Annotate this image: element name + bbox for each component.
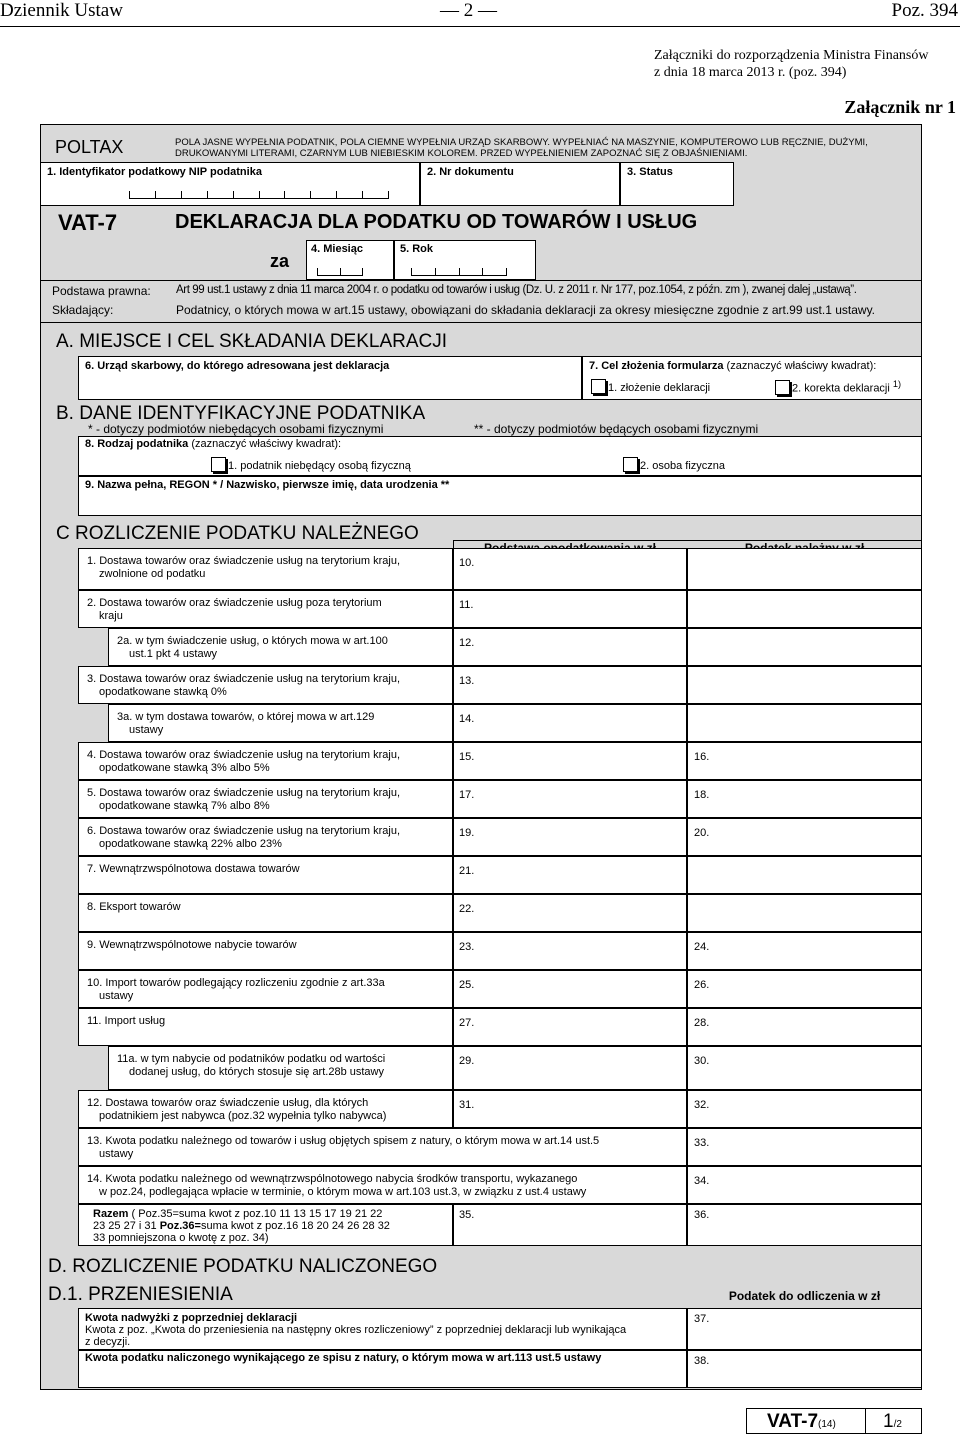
row-description-line-2-text: ust.1 pkt 4 ustawy — [129, 648, 218, 660]
field-number: 24. — [694, 941, 710, 953]
field-number: 17. — [459, 789, 475, 801]
footnote-marker: 1) — [892, 379, 902, 389]
sum-tax-field[interactable] — [687, 1204, 922, 1246]
surplus-description — [78, 1308, 687, 1350]
row-description-line-2 — [99, 568, 205, 581]
tax-base-field[interactable] — [453, 590, 687, 628]
row-description-line-2-text: opodatkowane stawką 7% albo 8% — [99, 800, 270, 812]
surplus-line-1: Kwota z poz. „Kwota do przeniesienia na następny okres rozliczeniowy” z poprzedniej deklaracji lub wynikająca — [85, 1324, 627, 1336]
field-number: 25. — [459, 979, 475, 991]
row-description-line-1: 14. Kwota podatku należnego od wewnątrzwspólnotowego nabycia środków transportu, wykazanego — [87, 1173, 578, 1185]
row-description — [78, 548, 453, 590]
legal-basis-label: Podstawa prawna: — [52, 284, 151, 298]
tax-due-field[interactable] — [687, 1008, 922, 1046]
year-field[interactable] — [394, 240, 536, 280]
row-description-line-1: 3a. w tym dostawa towarów, o której mowa w art.129 — [117, 711, 375, 723]
note-natural-persons: ** - dotyczy podmiotów będących osobami fizycznymi — [474, 422, 759, 436]
tax-due-field[interactable] — [687, 1128, 922, 1166]
field-number: 31. — [459, 1099, 475, 1111]
tax-due-field — [687, 628, 922, 666]
row-description-note: (poz.32 wypełnia tylko nabywca) — [224, 1110, 387, 1122]
row-description — [78, 742, 453, 780]
year-label: 5. Rok — [400, 243, 434, 255]
tax-base-field[interactable] — [453, 666, 687, 704]
row-description-line-2 — [99, 800, 270, 813]
field-number: 14. — [459, 713, 475, 725]
row-description-line-1: 3. Dostawa towarów oraz świadczenie usług na terytorium kraju, — [87, 673, 401, 685]
field-number: 30. — [694, 1055, 710, 1067]
row-description-line-1: 2a. w tym świadczenie usług, o których mowa w art.100 — [117, 635, 388, 647]
sum-poz36: Poz.36= — [159, 1220, 201, 1232]
row-description — [78, 856, 453, 894]
checkbox-icon[interactable] — [211, 457, 226, 472]
tax-due-field[interactable] — [687, 1090, 922, 1128]
tax-base-field[interactable] — [453, 704, 687, 742]
purpose-label — [589, 360, 876, 372]
footer-code: VAT-7 — [767, 1411, 819, 1432]
row-description-line-2-text: w poz.24, podlegająca wpłacie w terminie, o którym mowa w art.103 ust.3, w związku z ust.4 ustawy — [99, 1186, 587, 1198]
month-comb — [317, 268, 363, 276]
row-description-line-1: 7. Wewnątrzwspólnotowa dostawa towarów — [87, 863, 300, 875]
footer-version: (14) — [818, 1419, 836, 1430]
tax-due-field[interactable] — [687, 1166, 922, 1204]
row-description — [108, 1046, 453, 1090]
sum-label: Razem — [93, 1208, 129, 1220]
row-description-line-2-text: ustawy — [99, 1148, 134, 1160]
row-description-line-1: 2. Dostawa towarów oraz świadczenie usług poza terytorium — [87, 597, 382, 609]
footer-page-number: 1 — [883, 1411, 894, 1432]
attachment-line-2: z dnia 18 marca 2013 r. (poz. 394) — [654, 65, 847, 80]
month-label: 4. Miesiąc — [311, 243, 363, 255]
section-d-title: D. ROZLICZENIE PODATKU NALICZONEGO — [48, 1256, 438, 1277]
inventory-tax-description — [78, 1350, 687, 1388]
section-b-title: B. DANE IDENTYFIKACYJNE PODATNIKA — [56, 403, 426, 424]
row-description — [78, 970, 453, 1008]
field-number: 20. — [694, 827, 710, 839]
nip-field[interactable] — [40, 162, 420, 206]
field-number: 22. — [459, 903, 475, 915]
tax-due-field — [687, 666, 922, 704]
option-natural-person[interactable] — [623, 457, 725, 472]
row-description — [108, 628, 453, 666]
tax-due-field[interactable] — [687, 970, 922, 1008]
column-deductible-tax: Podatek do odliczenia w zł — [728, 1289, 881, 1303]
sum-poz36-formula: suma kwot z poz.16 18 20 24 26 28 32 — [200, 1220, 390, 1232]
tax-office-label: 6. Urząd skarbowy, do którego adresowana jest deklaracja — [85, 360, 390, 372]
row-description-line-1: 9. Wewnątrzwspólnotowe nabycie towarów — [87, 939, 297, 951]
option-submission-label: 1. złożenie deklaracji — [608, 382, 711, 394]
option-correction[interactable] — [775, 379, 901, 395]
status-label: 3. Status — [627, 166, 673, 178]
row-description — [78, 1008, 453, 1046]
row-description-line-2 — [99, 762, 270, 775]
poltax-label: POLTAX — [55, 137, 124, 157]
footer-form-code — [767, 1411, 836, 1433]
field-number: 15. — [459, 751, 475, 763]
row-description-line-2 — [99, 1110, 386, 1123]
purpose-hint: (zaznaczyć właściwy kwadrat): — [726, 360, 877, 372]
status-field — [620, 162, 734, 206]
row-description — [78, 590, 453, 628]
row-description-line-2-text: zwolnione od podatku — [99, 568, 206, 580]
row-description-line-2 — [99, 610, 123, 623]
tax-base-field[interactable] — [453, 1046, 687, 1090]
journal-title: Dziennik Ustaw — [0, 0, 123, 21]
row-description-line-2-text: ustawy — [129, 724, 164, 736]
tax-base-field[interactable] — [453, 856, 687, 894]
tax-office-field[interactable] — [78, 356, 582, 400]
page-number-header: — 2 — — [440, 0, 497, 21]
tax-base-field[interactable] — [453, 894, 687, 932]
row-description-line-1: 13. Kwota podatku należnego od towarów i usług objętych spisem z natury, o którym mowa w art.14 ust.5 — [87, 1135, 600, 1147]
row-description-line-2 — [129, 648, 217, 661]
tax-due-field[interactable] — [687, 1046, 922, 1090]
field-number: 32. — [694, 1099, 710, 1111]
field-number: 23. — [459, 941, 475, 953]
checkbox-icon[interactable] — [591, 379, 606, 394]
option-natural-person-label: 2. osoba fizyczna — [640, 460, 725, 472]
sum-line-3: 33 pomniejszona o kwotę z poz. 34) — [93, 1232, 269, 1244]
field-number: 21. — [459, 865, 475, 877]
row-description-line-1: 12. Dostawa towarów oraz świadczenie usług, dla których — [87, 1097, 369, 1109]
tax-due-field — [687, 704, 922, 742]
footer-page-total: /2 — [893, 1419, 902, 1430]
surplus-title: Kwota nadwyżki z poprzedniej deklaracji — [85, 1312, 298, 1324]
purpose-label-text: 7. Cel złożenia formularza — [589, 360, 724, 372]
field-number: 29. — [459, 1055, 475, 1067]
row-description — [78, 932, 453, 970]
row-description — [78, 1166, 687, 1204]
sum-description — [78, 1204, 453, 1246]
document-number-label: 2. Nr dokumentu — [427, 166, 514, 178]
instructions-line-2: DRUKOWANYMI LITERAMI, CZARNYM LUB NIEBIESKIM KOLOREM. PRZED WYPEŁNIENIEM ZAPOZNAĆ SIĘ Z OBJAŚNIENIAMI. — [175, 148, 748, 159]
row-description-line-2-text: opodatkowane stawką 3% albo 5% — [99, 762, 270, 774]
row-description-line-1: 5. Dostawa towarów oraz świadczenie usług na terytorium kraju, — [87, 787, 401, 799]
filer-text: Podatnicy, o których mowa w art.15 ustawy, obowiązani do składania deklaracji za okresy miesięczne zgodnie z art.99 ust.1 ustawy. — [176, 303, 876, 317]
field-38-box[interactable] — [687, 1350, 922, 1388]
row-description-line-2 — [99, 838, 282, 851]
taxpayer-name-label: 9. Nazwa pełna, REGON * / Nazwisko, pierwsze imię, data urodzenia ** — [85, 479, 450, 491]
inventory-tax-title: Kwota podatku naliczonego wynikającego ze spisu z natury, o którym mowa w art.113 ust.5 ustawy — [85, 1352, 602, 1364]
field-number: 11. — [459, 599, 474, 611]
field-number: 10. — [459, 557, 475, 569]
tax-due-field — [687, 856, 922, 894]
field-number: 19. — [459, 827, 475, 839]
field-36: 36. — [694, 1209, 710, 1221]
tax-base-field[interactable] — [453, 818, 687, 856]
instructions-line-1: POLA JASNE WYPEŁNIA PODATNIK, POLA CIEMNE WYPEŁNIA URZĄD SKARBOWY. WYPEŁNIAĆ NA MASZYNIE, KOMPUTEROWO LUB RĘCZNIE, DUŻYMI, — [175, 137, 868, 148]
month-field[interactable] — [306, 240, 394, 280]
section-c-title: C ROZLICZENIE PODATKU NALEŻNEGO — [56, 523, 419, 544]
field-number: 34. — [694, 1175, 710, 1187]
sum-poz35: ( Poz.35= — [131, 1208, 179, 1220]
filer-label: Składający: — [52, 303, 114, 317]
nip-comb — [129, 191, 389, 199]
row-description-line-2-text: ustawy — [99, 990, 134, 1002]
field-37-box[interactable] — [687, 1308, 922, 1350]
tax-due-field — [687, 894, 922, 932]
row-description — [78, 894, 453, 932]
row-description-line-2-text: opodatkowane stawką 22% albo 23% — [99, 838, 282, 850]
section-a-title: A. MIEJSCE I CEL SKŁADANIA DEKLARACJI — [56, 331, 448, 352]
tax-due-field[interactable] — [687, 818, 922, 856]
row-description — [78, 818, 453, 856]
form-code: VAT-7 — [58, 210, 118, 235]
year-comb — [411, 268, 507, 276]
sum-line-2a: 23 25 27 i 31 — [93, 1220, 157, 1232]
taxpayer-name-field[interactable] — [78, 476, 922, 516]
option-submission[interactable] — [591, 379, 710, 394]
row-description — [78, 666, 453, 704]
tax-base-field[interactable] — [453, 780, 687, 818]
tax-due-field — [687, 548, 922, 590]
row-description-line-2 — [99, 686, 227, 699]
tax-base-field[interactable] — [453, 628, 687, 666]
row-description-line-1: 11. Import usług — [87, 1015, 166, 1027]
tax-base-field[interactable] — [453, 1008, 687, 1046]
row-description-line-2 — [99, 1148, 133, 1161]
taxpayer-type-label-text: 8. Rodzaj podatnika — [85, 438, 189, 450]
row-description — [78, 1090, 453, 1128]
footer-divider — [865, 1409, 866, 1433]
row-description-line-1: 10. Import towarów podlegający rozliczeniu zgodnie z art.33a — [87, 977, 385, 989]
row-description-line-2-text: kraju — [99, 610, 123, 622]
sum-base-field[interactable] — [453, 1204, 687, 1246]
option-non-natural-person[interactable] — [211, 457, 411, 472]
field-number: 16. — [694, 751, 710, 763]
taxpayer-type-label — [85, 438, 341, 450]
tax-base-field[interactable] — [453, 932, 687, 970]
section-a-rule — [40, 322, 922, 323]
tax-base-field[interactable] — [453, 1090, 687, 1128]
row-description-line-2 — [99, 990, 133, 1003]
tax-due-field[interactable] — [687, 780, 922, 818]
field-number: 33. — [694, 1137, 710, 1149]
field-38: 38. — [694, 1355, 710, 1367]
note-legal-entities: * - dotyczy podmiotów niebędących osobami fizycznymi — [88, 422, 384, 436]
row-description-line-1: 8. Eksport towarów — [87, 901, 181, 913]
tax-due-field[interactable] — [687, 932, 922, 970]
field-37: 37. — [694, 1313, 710, 1325]
za-label: za — [270, 251, 290, 271]
field-number: 13. — [459, 675, 475, 687]
option-correction-label: 2. korekta deklaracji — [792, 382, 890, 395]
form-title: DEKLARACJA DLA PODATKU OD TOWARÓW I USŁUG — [175, 211, 698, 233]
header-rule — [0, 26, 960, 27]
surplus-line-2: z decyzji. — [85, 1336, 131, 1348]
checkbox-icon[interactable] — [623, 457, 638, 472]
document-number-field — [420, 162, 620, 206]
tax-due-field[interactable] — [687, 742, 922, 780]
row-description — [78, 780, 453, 818]
row-description-line-2 — [129, 724, 163, 737]
row-description-line-2 — [99, 1186, 586, 1199]
row-description-line-2-text: podatnikiem jest nabywca — [99, 1110, 225, 1122]
row-description-line-1: 11a. w tym nabycie od podatników podatku od wartości — [117, 1053, 386, 1065]
legal-basis-text: Art 99 ust.1 ustawy z dnia 11 marca 2004 r. o podatku od towarów i usług (Dz. U. z 2011 r. Nr 177, poz.1054, z późn. zm ), zwanej dalej „ustawą”. — [176, 284, 857, 296]
option-non-natural-person-label: 1. podatnik niebędący osobą fizyczną — [228, 460, 411, 472]
position-number: Poz. 394 — [891, 0, 958, 21]
nip-label: 1. Identyfikator podatkowy NIP podatnika — [47, 166, 262, 178]
row-description-line-1: 1. Dostawa towarów oraz świadczenie usług na terytorium kraju, — [87, 555, 401, 567]
row-description-line-2-text: dodanej usług, do których stosuje się art.28b ustawy — [129, 1066, 384, 1078]
attachment-line-1: Załączniki do rozporządzenia Ministra Finansów — [654, 48, 929, 63]
tax-base-field[interactable] — [453, 548, 687, 590]
taxpayer-type-hint: (zaznaczyć właściwy kwadrat): — [191, 438, 342, 450]
row-description-line-2-text: opodatkowane stawką 0% — [99, 686, 227, 698]
field-number: 12. — [459, 637, 475, 649]
section-d1-title: D.1. PRZENIESIENIA — [48, 1284, 233, 1305]
taxpayer-type-field — [78, 436, 922, 476]
field-35: 35. — [459, 1209, 475, 1221]
field-number: 26. — [694, 979, 710, 991]
sum-poz35-formula: suma kwot z poz.10 11 13 15 17 19 21 22 — [178, 1208, 383, 1220]
purpose-field — [582, 356, 922, 400]
instructions — [175, 137, 915, 159]
field-number: 28. — [694, 1017, 710, 1029]
checkbox-icon[interactable] — [775, 380, 790, 395]
annex-label: Załącznik nr 1 — [844, 97, 956, 117]
tax-due-field — [687, 590, 922, 628]
footer-page — [883, 1411, 902, 1433]
row-description-line-1: 6. Dostawa towarów oraz świadczenie usług na terytorium kraju, — [87, 825, 401, 837]
tax-base-field[interactable] — [453, 742, 687, 780]
footer-box — [746, 1408, 922, 1434]
tax-base-field[interactable] — [453, 970, 687, 1008]
field-number: 18. — [694, 789, 710, 801]
field-number: 27. — [459, 1017, 475, 1029]
row-description-line-1: 4. Dostawa towarów oraz świadczenie usług na terytorium kraju, — [87, 749, 401, 761]
row-description-line-2 — [129, 1066, 384, 1079]
row-description — [78, 1128, 687, 1166]
row-description — [108, 704, 453, 742]
